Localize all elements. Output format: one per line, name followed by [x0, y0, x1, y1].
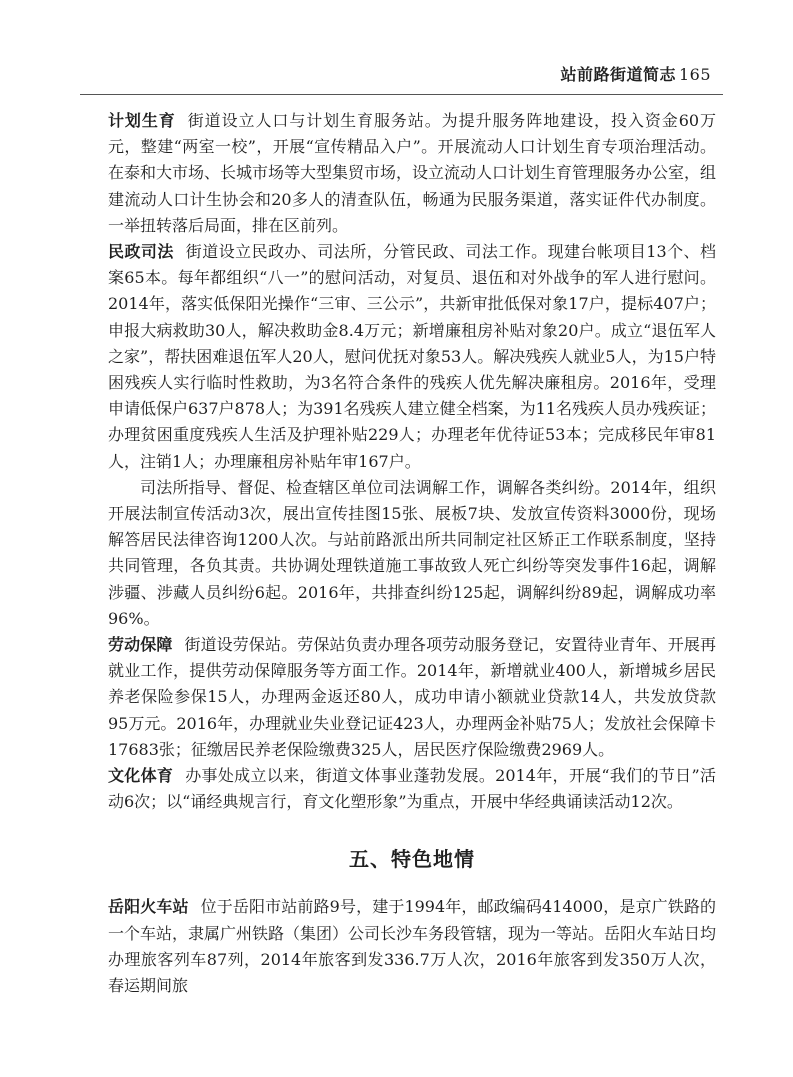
page-body: [108, 108, 716, 999]
paragraph-text: 街道设立民政办、司法所，分管民政、司法工作。现建台帐项目13个、档案65本。每年都组织“八一”的慰问活动，对复员、退伍和对外战争的军人进行慰问。2014年，落实低保阳光操作“三审、三公示”，共新审批低保对象17户，提标407户；申报大病救助30人，解决救助金8.4万元；新增廉租房补贴对象20户。成立“退伍军人之家”，帮扶困难退伍军人20人，慰问优抚对象53人。解决残疾人就业5人，为15户特困残疾人实行临时性救助，为3名符合条件的残疾人优先解决廉租房。2016年，受理申请低保户637户878人；为391名残疾人建立健全档案，为11名残疾人员办残疾证；办理贫困重度残疾人生活及护理补贴229人；办理老年优待证53本；完成移民年审81人，注销1人；办理廉租房补贴年审167户。: [108, 242, 716, 471]
paragraph-text: 位于岳阳市站前路9号，建于1994年，邮政编码414000，是京广铁路的一个车站，隶属广州铁路（集团）公司长沙车务段管辖，现为一等站。岳阳火车站日均办理旅客列车87列，2014年旅客到发336.7万人次，2016年旅客到发350万人次，春运期间旅: [108, 897, 717, 996]
paragraph-text: 街道设立人口与计划生育服务站。为提升服务阵地建设，投入资金60万元，整建“两室一校”，开展“宣传精品入户”。开展流动人口计划生育专项治理活动。在泰和大市场、长城市场等大型集贸市场，设立流动人口计划生育管理服务办公室，组建流动人口计生协会和20多人的清查队伍，畅通为民服务渠道，落实证件代办制度。一举扭转落后局面，排在区前列。: [108, 111, 717, 235]
header-rule: [80, 94, 723, 95]
running-header: [560, 62, 711, 85]
term-heading: 文化体育: [108, 766, 174, 786]
page-number: 165: [678, 65, 711, 84]
paragraph-labor-security: [108, 632, 716, 763]
paragraph-judicial: 司法所指导、督促、检查辖区单位司法调解工作，调解各类纠纷。2014年，组织开展法制宣传活动3次，展出宣传挂图15张、展板7块、发放宣传资料3000份，现场解答居民法律咨询1200人次。与站前路派出所共同制定社区矫正工作联系制度，坚持共同管理，各负其责。共协调处理铁道施工事故致人死亡纠纷等突发事件16起，调解涉疆、涉藏人员纠纷6起。2016年，共排查纠纷125起，调解纠纷89起，调解成功率96%。: [108, 477, 716, 628]
paragraph-civil-affairs: [108, 239, 716, 475]
section-title: 五、特色地情: [349, 847, 475, 872]
term-heading: 计划生育: [108, 111, 176, 130]
term-heading: 民政司法: [108, 242, 174, 262]
paragraph-family-planning: [108, 108, 716, 239]
book-title: 站前路街道简志: [560, 65, 676, 84]
paragraph-text: 街道设劳保站。劳保站负责办理各项劳动服务登记，安置待业青年、开展再就业工作，提供劳动保障服务等方面工作。2014年，新增就业400人，新增城乡居民养老保险参保15人，办理两金返还80人，成功申请小额就业贷款14人，共发放贷款95万元。2016年，办理就业失业登记证423人，办理两金补贴75人；发放社会保障卡17683张；征缴居民养老保险缴费325人，居民医疗保险缴费2969人。: [108, 635, 716, 759]
paragraph-text: 办事处成立以来，街道文体事业蓬勃发展。2014年，开展“我们的节日”活动6次；以“诵经典规言行，育文化塑形象”为重点，开展中华经典诵读活动12次。: [108, 766, 716, 812]
paragraph-culture-sports: [108, 763, 716, 815]
paragraph-railway-station: [108, 894, 716, 999]
term-heading: 劳动保障: [108, 635, 173, 655]
term-heading: 岳阳火车站: [108, 897, 189, 917]
